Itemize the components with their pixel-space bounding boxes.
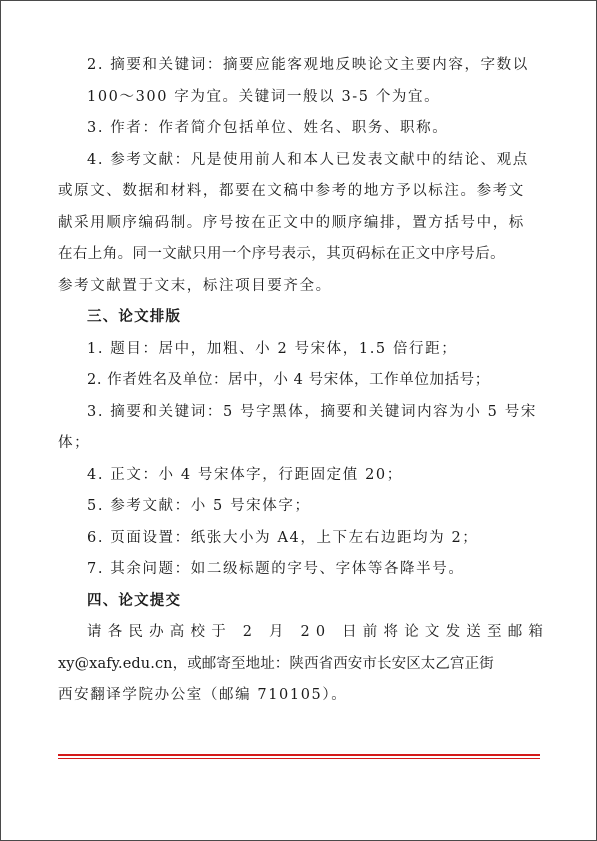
paragraph-submission [58,617,550,712]
text-line: 6. 页面设置：纸张大小为 A4，上下左右边距均为 2； [87,529,479,546]
text-line: 4. 正文：小 4 号宋体字，行距固定值 20； [87,466,403,483]
list-item-author-format [58,365,540,397]
text-line: 4. 参考文献：凡是使用前人和本人已发表文献中的结论、观点 [87,151,529,168]
text-line: 或原文、数据和材料，都要在文稿中参考的地方予以标注。参考文 [58,183,525,199]
list-item-abstract-format [58,397,540,460]
text-line: 体； [58,435,91,451]
text-line: 2. 摘要和关键词：摘要应能客观地反映论文主要内容，字数以 [87,57,529,73]
text-line: 7. 其余问题：如二级标题的字号、字体等各降半号。 [87,561,465,577]
text-line: 100～300 字为宜。关键词一般以 3-5 个为宜。 [87,88,441,105]
paragraph-abstract-keywords [58,50,540,113]
text-line: 在右上角。同一文献只用一个序号表示，其页码标在正文中序号后。 [58,246,505,262]
paragraph-author [58,113,540,145]
text-line: xy@xafy.edu.cn，或邮寄至地址：陕西省西安市长安区太乙宫正街 [58,655,494,672]
text-line: 3. 作者：作者简介包括单位、姓名、职务、职称。 [87,120,449,136]
paragraph-references [58,145,540,303]
list-item-other [58,554,540,586]
text-line: 5. 参考文献：小 5 号宋体字； [87,498,311,514]
text-line: 西安翻译学院办公室（邮编 710105）。 [58,687,348,703]
section-heading-submission: 四、论文提交 [87,592,182,609]
document-body [58,50,550,712]
list-item-page-setup [58,523,540,555]
text-line: 献采用顺序编码制。序号按在正文中的顺序编排，置方括号中，标 [58,214,525,231]
section-heading-formatting: 三、论文排版 [87,309,182,325]
list-item-body-format [58,460,540,492]
text-line: 请各民办高校于 2 月 20 日前将论文发送至邮箱 [87,624,550,640]
red-divider-thick [58,754,540,756]
text-line: 2. 作者姓名及单位：居中，小 4 号宋体，工作单位加括号； [87,372,490,388]
list-item-references-format [58,491,540,523]
text-line: 参考文献置于文末，标注项目要齐全。 [58,277,332,294]
list-item-title-format [58,334,540,366]
text-line: 3. 摘要和关键词：5 号字黑体，摘要和关键词内容为小 5 号宋 [87,403,537,420]
red-divider-thin [58,758,540,759]
text-line: 1. 题目：居中，加粗、小 2 号宋体，1.5 倍行距； [87,340,458,357]
